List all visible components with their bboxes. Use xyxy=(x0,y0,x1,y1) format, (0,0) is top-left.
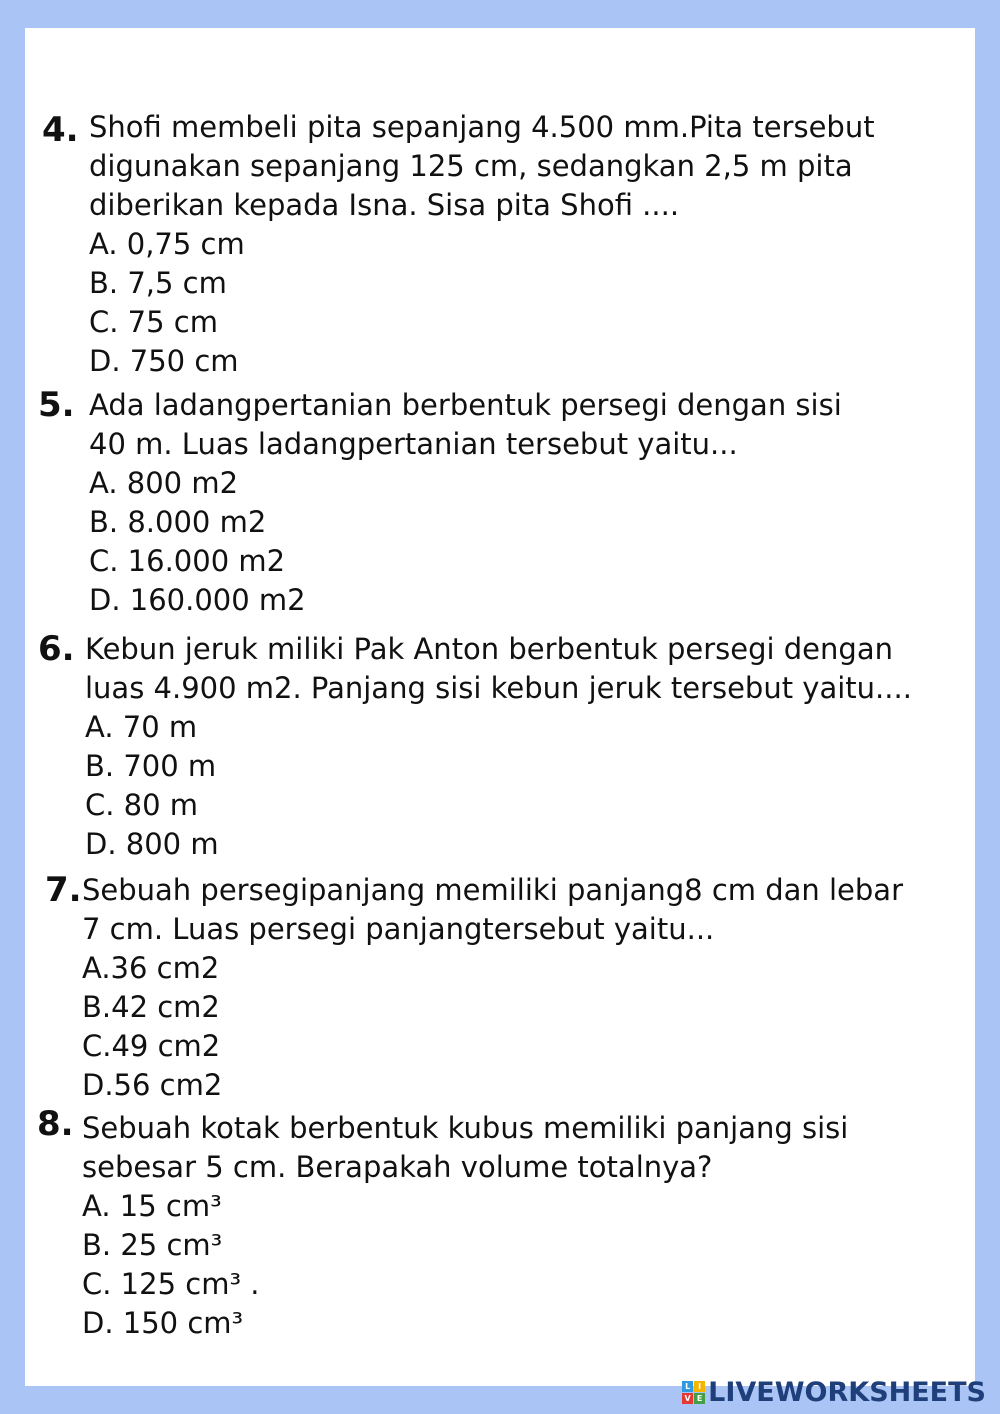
option-c[interactable]: C.49 cm2 xyxy=(82,1029,221,1063)
option-c[interactable]: C. 75 cm xyxy=(89,305,218,339)
option-a[interactable]: A. 0,75 cm xyxy=(89,227,245,261)
question-text-line: luas 4.900 m2. Panjang sisi kebun jeruk tersebut yaitu.... xyxy=(85,671,912,705)
option-c[interactable]: C. 80 m xyxy=(85,788,199,822)
option-c[interactable]: C. 16.000 m2 xyxy=(89,544,286,578)
logo-mark-letter: E xyxy=(694,1393,705,1404)
liveworksheets-mark-icon xyxy=(682,1381,705,1404)
option-d[interactable]: D. 750 cm xyxy=(89,344,239,378)
option-a[interactable]: A. 15 cm³ xyxy=(82,1189,222,1223)
logo-mark-letter: L xyxy=(682,1381,693,1392)
option-d[interactable]: D. 150 cm³ xyxy=(82,1306,244,1340)
question-text-line: 40 m. Luas ladangpertanian tersebut yaitu... xyxy=(89,427,738,461)
question-text-line: sebesar 5 cm. Berapakah volume totalnya? xyxy=(82,1150,713,1184)
question-number: 5. xyxy=(38,385,75,425)
option-b[interactable]: B. 8.000 m2 xyxy=(89,505,267,539)
question-text-line: diberikan kepada Isna. Sisa pita Shofi .... xyxy=(89,188,680,222)
question-text-line: digunakan sepanjang 125 cm, sedangkan 2,5 m pita xyxy=(89,149,853,183)
question-text-line: Sebuah kotak berbentuk kubus memiliki panjang sisi xyxy=(82,1111,849,1145)
question-5 xyxy=(38,385,842,620)
logo-mark-letter: V xyxy=(682,1393,693,1404)
question-text-line: 7 cm. Luas persegi panjangtersebut yaitu... xyxy=(82,912,715,946)
option-a[interactable]: A. 800 m2 xyxy=(89,466,239,500)
option-d[interactable]: D. 160.000 m2 xyxy=(89,583,306,617)
question-number: 8. xyxy=(37,1104,74,1144)
question-8 xyxy=(37,1104,849,1343)
option-c[interactable]: C. 125 cm³ . xyxy=(82,1267,260,1301)
question-text-line: Shofi membeli pita sepanjang 4.500 mm.Pita tersebut xyxy=(89,110,875,144)
option-d[interactable]: D. 800 m xyxy=(85,827,219,861)
worksheet-page xyxy=(25,28,975,1386)
option-a[interactable]: A.36 cm2 xyxy=(82,951,220,985)
question-text-line: Kebun jeruk miliki Pak Anton berbentuk persegi dengan xyxy=(85,632,893,666)
logo-mark-letter: I xyxy=(694,1381,705,1392)
question-6 xyxy=(38,629,912,864)
question-text-line: Ada ladangpertanian berbentuk persegi dengan sisi xyxy=(89,388,842,422)
question-number: 6. xyxy=(38,629,75,669)
option-b[interactable]: B. 7,5 cm xyxy=(89,266,227,300)
option-a[interactable]: A. 70 m xyxy=(85,710,198,744)
question-7 xyxy=(45,870,904,1105)
logo-text: LIVEWORKSHEETS xyxy=(708,1377,986,1408)
option-b[interactable]: B. 25 cm³ xyxy=(82,1228,223,1262)
option-b[interactable]: B.42 cm2 xyxy=(82,990,220,1024)
question-number: 4. xyxy=(42,110,79,150)
question-4 xyxy=(42,108,875,381)
option-d[interactable]: D.56 cm2 xyxy=(82,1068,223,1102)
option-b[interactable]: B. 700 m xyxy=(85,749,217,783)
question-text-line: Sebuah persegipanjang memiliki panjang8 cm dan lebar xyxy=(82,873,904,907)
question-number: 7. xyxy=(45,870,82,910)
liveworksheets-logo[interactable] xyxy=(682,1377,986,1408)
